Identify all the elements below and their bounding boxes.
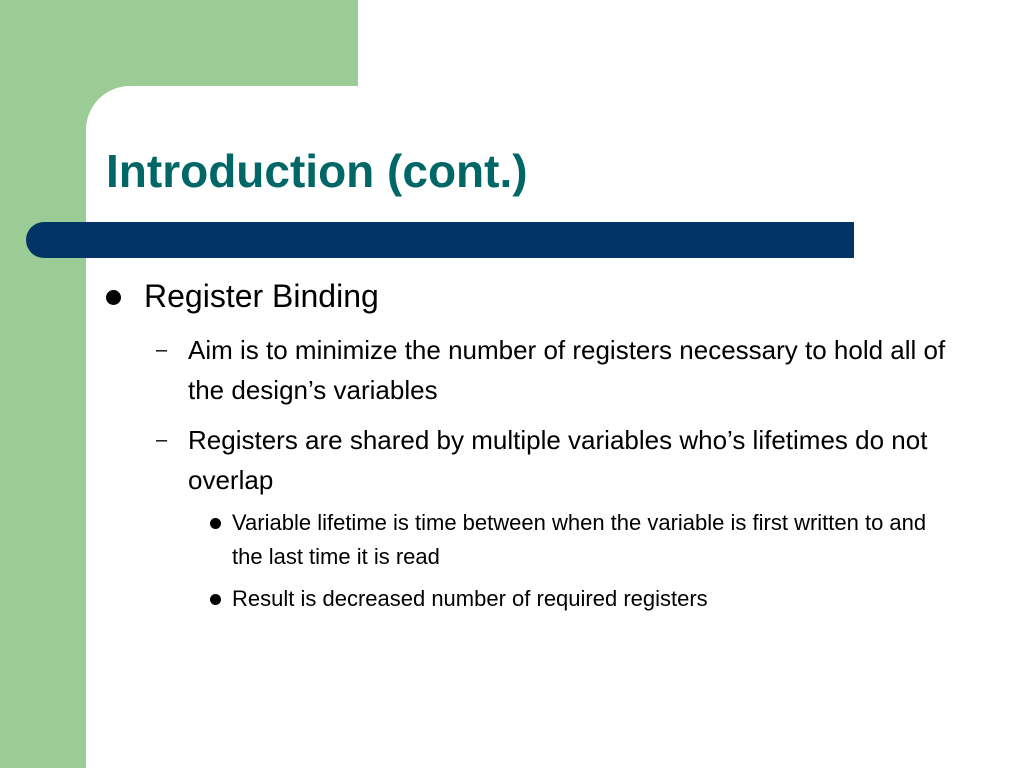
- bullet-register-binding: Register Binding: [144, 278, 379, 314]
- sub-sub-bullet-result: Result is decreased number of required registers: [232, 586, 708, 611]
- small-bullet-dot-icon: [210, 594, 221, 605]
- bullet-dot-icon: [106, 290, 121, 305]
- sub-bullet-aim: Aim is to minimize the number of registers necessary to hold all of the design’s variables: [188, 335, 946, 405]
- title-underline-bar: [26, 222, 854, 258]
- sub-bullet-registers-shared: Registers are shared by multiple variables who’s lifetimes do not overlap: [188, 425, 928, 495]
- sub-sub-bullet-variable-lifetime: Variable lifetime is time between when the variable is first written to and the last time it is read: [232, 510, 927, 569]
- dash-bullet-icon: –: [156, 429, 168, 451]
- slide-title: Introduction (cont.): [106, 145, 528, 197]
- small-bullet-dot-icon: [210, 518, 221, 529]
- dash-bullet-icon: –: [156, 339, 168, 361]
